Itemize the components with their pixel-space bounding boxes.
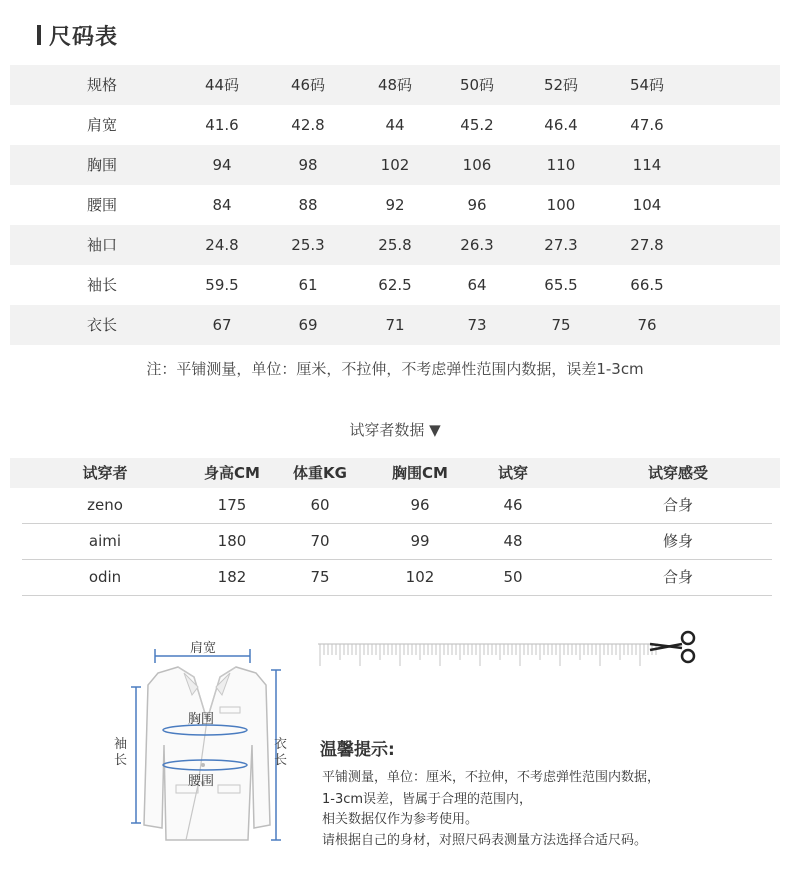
size-value-cell: 94: [212, 156, 232, 174]
size-row: [10, 185, 780, 225]
tester-cell: 50: [503, 568, 523, 586]
tips-line-1: 平铺测量，单位：厘米，不拉伸，不考虑弹性范围内数据，: [322, 770, 661, 785]
size-value-cell: 59.5: [205, 276, 239, 294]
tester-cell: 70: [310, 532, 330, 550]
tester-row: [22, 560, 772, 596]
size-value-cell: 25.3: [291, 236, 325, 254]
tester-header-cell: 试穿者: [82, 464, 128, 482]
measurement-note: 注：平铺测量，单位：厘米，不拉伸，不考虑弹性范围内数据，误差1-3cm: [146, 360, 644, 378]
tester-cell: 180: [217, 532, 247, 550]
tester-cell: zeno: [87, 496, 123, 514]
tester-cell: 合身: [662, 568, 694, 586]
size-value-cell: 24.8: [205, 236, 239, 254]
tester-row: [22, 488, 772, 524]
tips-title: 温馨提示:: [320, 740, 395, 760]
size-header-label: 规格: [86, 76, 118, 94]
jacket-measurement-diagram: [100, 625, 310, 860]
size-value-cell: 110: [546, 156, 576, 174]
measurement-label: 衣长: [86, 316, 118, 334]
page-title: [37, 22, 118, 48]
tester-cell: 75: [310, 568, 330, 586]
body-length-label: 衣 长: [274, 737, 288, 768]
size-header-cell: 50码: [459, 76, 495, 94]
size-value-cell: 84: [212, 196, 232, 214]
tester-data-table: [10, 458, 780, 596]
size-value-cell: 47.6: [630, 116, 664, 134]
tester-header-row: [10, 458, 780, 488]
tester-cell: 182: [217, 568, 247, 586]
size-header-cell: 54码: [629, 76, 665, 94]
size-value-cell: 71: [385, 316, 405, 334]
size-header-cell: 48码: [377, 76, 413, 94]
size-value-cell: 61: [298, 276, 318, 294]
tester-cell: 46: [503, 496, 523, 514]
size-value-cell: 27.8: [630, 236, 664, 254]
tester-cell: 99: [410, 532, 430, 550]
tester-cell: 60: [310, 496, 330, 514]
tips-line-4: 请根据自己的身材，对照尺码表测量方法选择合适尺码。: [322, 833, 648, 848]
size-value-cell: 64: [467, 276, 487, 294]
measurement-label: 肩宽: [86, 116, 118, 134]
size-value-cell: 100: [546, 196, 576, 214]
measurement-label: 胸围: [86, 156, 118, 174]
size-value-cell: 27.3: [544, 236, 578, 254]
size-value-cell: 76: [637, 316, 657, 334]
size-value-cell: 69: [298, 316, 318, 334]
waist-label: 腰围: [188, 774, 215, 789]
tips-line-2: 1-3cm误差，皆属于合理的范围内，: [322, 792, 533, 807]
tester-header-cell: 身高CM: [204, 464, 260, 482]
size-value-cell: 62.5: [378, 276, 412, 294]
size-value-cell: 88: [298, 196, 318, 214]
tester-cell: odin: [88, 568, 122, 586]
size-value-cell: 98: [298, 156, 318, 174]
size-row: [10, 305, 780, 345]
tester-row: [22, 524, 772, 560]
size-value-cell: 44: [385, 116, 405, 134]
size-value-cell: 42.8: [291, 116, 325, 134]
size-row: [10, 225, 780, 265]
size-row: [10, 265, 780, 305]
size-value-cell: 102: [380, 156, 410, 174]
size-row: [10, 105, 780, 145]
size-value-cell: 26.3: [460, 236, 494, 254]
size-header-row: [10, 65, 780, 105]
shoulder-label: 肩宽: [190, 641, 217, 656]
size-value-cell: 41.6: [205, 116, 239, 134]
tester-cell: 修身: [662, 532, 694, 550]
size-value-cell: 114: [632, 156, 662, 174]
size-header-cell: 44码: [204, 76, 240, 94]
size-value-cell: 92: [385, 196, 405, 214]
size-value-cell: 75: [551, 316, 571, 334]
tester-header-cell: 试穿: [497, 464, 529, 482]
title-marker: [37, 25, 41, 45]
tester-cell: 102: [405, 568, 435, 586]
size-chart-table: [10, 65, 780, 345]
size-value-cell: 66.5: [630, 276, 664, 294]
measurement-label: 腰围: [86, 196, 118, 214]
tester-header-cell: 胸围CM: [392, 464, 448, 482]
size-value-cell: 65.5: [544, 276, 578, 294]
size-value-cell: 106: [462, 156, 492, 174]
tester-cell: aimi: [88, 532, 122, 550]
measurement-label: 袖长: [86, 276, 118, 294]
sleeve-length-label: 袖 长: [114, 737, 128, 768]
chest-label: 胸围: [188, 712, 215, 727]
size-value-cell: 67: [212, 316, 232, 334]
tester-header-cell: 体重KG: [293, 464, 347, 482]
scissors-icon: [648, 628, 700, 668]
ruler-icon: [318, 638, 658, 668]
tester-cell: 96: [410, 496, 430, 514]
size-value-cell: 46.4: [544, 116, 578, 134]
tester-header-cell: 试穿感受: [647, 464, 709, 482]
size-value-cell: 96: [467, 196, 487, 214]
size-value-cell: 45.2: [460, 116, 494, 134]
tester-data-heading: 试穿者数据 ▼: [349, 421, 441, 439]
size-value-cell: 104: [632, 196, 662, 214]
tips-line-3: 相关数据仅作为参考使用。: [322, 812, 479, 827]
size-row: [10, 145, 780, 185]
measurement-label: 袖口: [86, 236, 118, 254]
size-header-cell: 52码: [543, 76, 579, 94]
tester-cell: 48: [503, 532, 523, 550]
tester-cell: 合身: [662, 496, 694, 514]
size-header-cell: 46码: [290, 76, 326, 94]
page-title-text: 尺码表: [49, 24, 119, 50]
size-value-cell: 73: [467, 316, 487, 334]
size-value-cell: 25.8: [378, 236, 412, 254]
tester-cell: 175: [217, 496, 247, 514]
